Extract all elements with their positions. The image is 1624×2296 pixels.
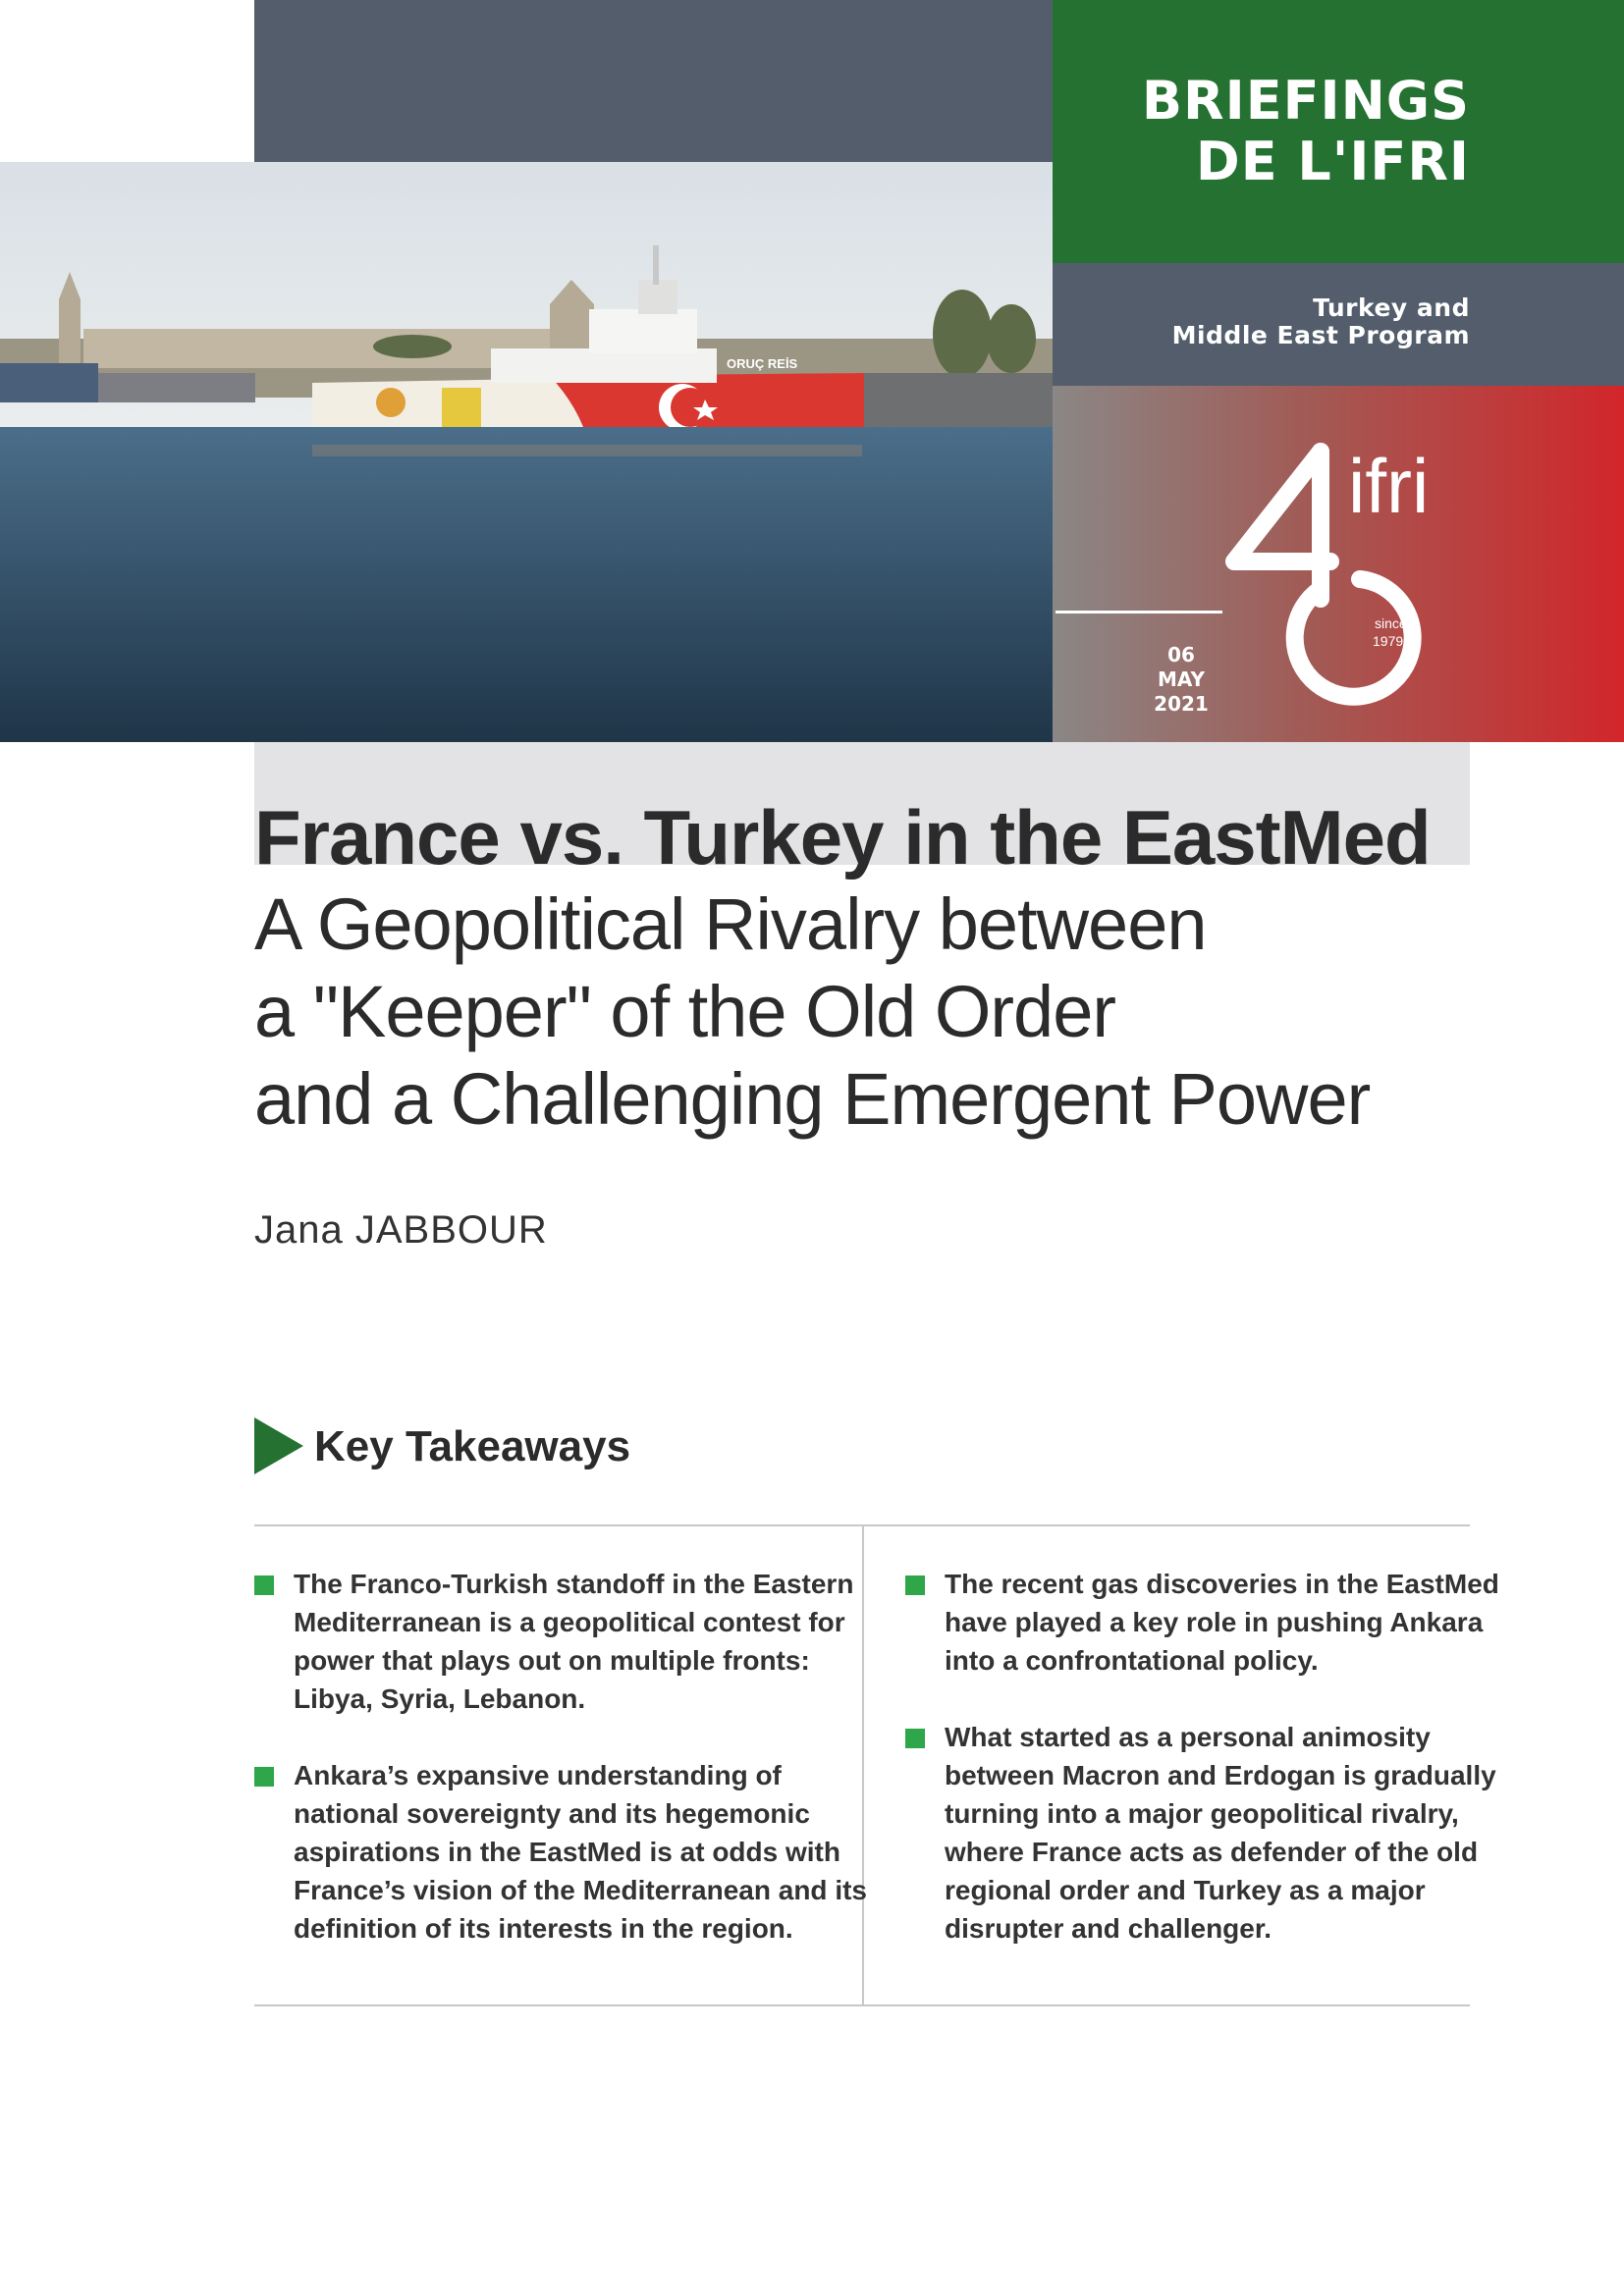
date-divider bbox=[1056, 611, 1222, 614]
takeaway-item bbox=[905, 1718, 1534, 1948]
date-month: MAY bbox=[1158, 667, 1205, 691]
subtitle-line: a "Keeper" of the Old Order bbox=[254, 971, 1116, 1052]
takeaway-text: What started as a personal animosity between Macron and Erdogan is gradually turning into a major geopolitical rivalry, where France acts as defender of the old regional order and Turkey as a major disrupter and challenger. bbox=[945, 1722, 1496, 1944]
program-label-line1: Turkey and bbox=[1313, 294, 1470, 322]
takeaway-text: Ankara’s expansive understanding of national sovereignty and its hegemonic aspirations in the EastMed is at odds with France’s vision of the Mediterranean and its definition of its interests in the region. bbox=[294, 1760, 867, 1944]
key-takeaways-heading: Key Takeaways bbox=[314, 1422, 631, 1470]
subtitle-line: A Geopolitical Rivalry between bbox=[254, 883, 1207, 965]
logo-ifri-text: ifri bbox=[1348, 443, 1430, 529]
takeaway-item bbox=[905, 1565, 1534, 1680]
sea bbox=[0, 427, 1053, 742]
ifri-40-logo bbox=[1222, 432, 1478, 717]
takeaways-bottom-rule bbox=[254, 2004, 1470, 2006]
takeaway-text: The recent gas discoveries in the EastMed have played a key role in pushing Ankara into a confrontational policy. bbox=[945, 1569, 1499, 1676]
ship-reflection bbox=[312, 445, 862, 456]
quay bbox=[864, 373, 1053, 427]
article-subtitle bbox=[254, 881, 1531, 1143]
bullet-square-icon bbox=[254, 1767, 274, 1787]
program-label bbox=[1057, 294, 1470, 349]
date-year: 2021 bbox=[1154, 692, 1209, 716]
ship-name: ORUÇ REİS bbox=[727, 356, 798, 371]
program-label-line2: Middle East Program bbox=[1171, 321, 1470, 349]
bullet-square-icon bbox=[905, 1729, 925, 1748]
play-arrow-icon bbox=[254, 1417, 303, 1474]
bullet-square-icon bbox=[905, 1575, 925, 1595]
subtitle-line: and a Challenging Emergent Power bbox=[254, 1058, 1371, 1140]
logo-since-year: 1979 bbox=[1373, 633, 1404, 649]
publication-date bbox=[1139, 643, 1223, 717]
bullet-square-icon bbox=[254, 1575, 274, 1595]
port-building bbox=[0, 363, 98, 402]
series-title-line2: DE L'IFRI bbox=[1195, 131, 1470, 192]
article-title: France vs. Turkey in the EastMed bbox=[254, 794, 1431, 881]
cover-photo bbox=[0, 162, 1053, 742]
date-day: 06 bbox=[1167, 643, 1195, 667]
port-containers bbox=[98, 373, 255, 402]
logo-since-label: since bbox=[1375, 615, 1407, 631]
takeaway-item bbox=[254, 1756, 893, 1948]
takeaway-item bbox=[254, 1565, 893, 1718]
series-title-line1: BRIEFINGS bbox=[1141, 70, 1470, 132]
author-name: Jana JABBOUR bbox=[254, 1208, 548, 1252]
takeaway-text: The Franco-Turkish standoff in the Eastern Mediterranean is a geopolitical contest for power that plays out on multiple fronts: Libya, Syria, Lebanon. bbox=[294, 1569, 854, 1714]
header-slate-band bbox=[254, 0, 1053, 162]
series-title bbox=[1057, 71, 1470, 192]
